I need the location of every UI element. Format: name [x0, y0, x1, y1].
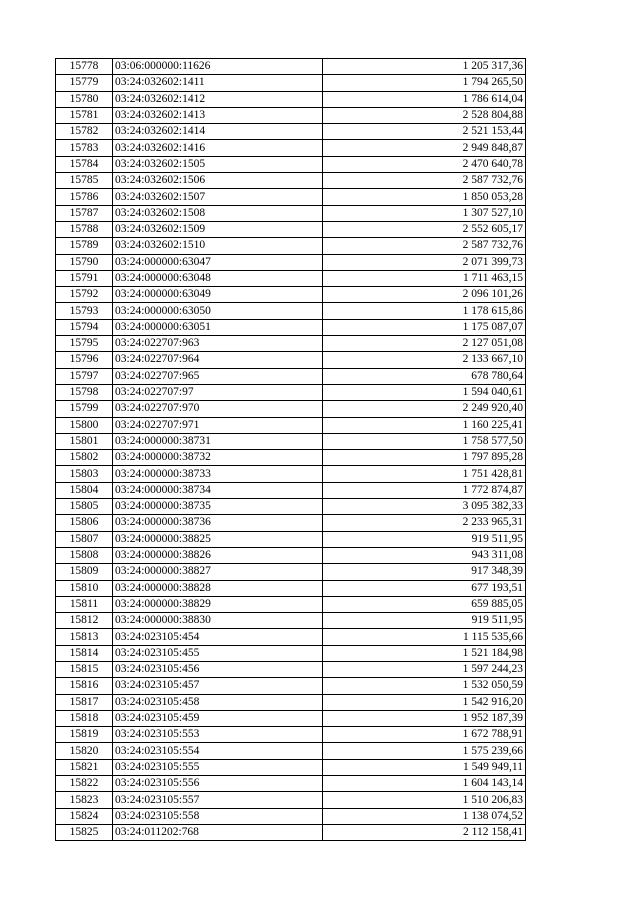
table-row [56, 336, 526, 352]
cadastral-number-cell: 03:24:032602:1412 [113, 91, 323, 107]
cadastral-value-cell: 2 249 920,40 [323, 401, 526, 417]
row-number-cell: 15785 [56, 173, 113, 189]
cadastral-number-cell: 03:24:032602:1507 [113, 189, 323, 205]
cadastral-number-cell: 03:24:022707:971 [113, 417, 323, 433]
row-number-cell: 15799 [56, 401, 113, 417]
row-number-cell: 15816 [56, 678, 113, 694]
table-body [56, 59, 526, 841]
row-number-cell: 15800 [56, 417, 113, 433]
table-row [56, 173, 526, 189]
row-number-cell: 15817 [56, 694, 113, 710]
cadastral-number-cell: 03:24:032602:1505 [113, 156, 323, 172]
row-number-cell: 15806 [56, 515, 113, 531]
row-number-cell: 15782 [56, 124, 113, 140]
table-row [56, 140, 526, 156]
cadastral-value-cell: 1 751 428,81 [323, 466, 526, 482]
table-row [56, 759, 526, 775]
cadastral-number-cell: 03:24:023105:454 [113, 629, 323, 645]
cadastral-number-cell: 03:24:000000:38736 [113, 515, 323, 531]
table-row [56, 499, 526, 515]
row-number-cell: 15798 [56, 384, 113, 400]
row-number-cell: 15792 [56, 287, 113, 303]
cadastral-number-cell: 03:24:023105:458 [113, 694, 323, 710]
cadastral-number-cell: 03:24:032602:1414 [113, 124, 323, 140]
table-row [56, 792, 526, 808]
cadastral-number-cell: 03:24:032602:1411 [113, 75, 323, 91]
cadastral-number-cell: 03:24:011202:768 [113, 824, 323, 840]
table-row [56, 824, 526, 840]
row-number-cell: 15791 [56, 270, 113, 286]
cadastral-value-cell: 1 786 614,04 [323, 91, 526, 107]
table-row [56, 59, 526, 75]
cadastral-number-cell: 03:24:032602:1416 [113, 140, 323, 156]
cadastral-value-cell: 1 672 788,91 [323, 727, 526, 743]
row-number-cell: 15814 [56, 645, 113, 661]
row-number-cell: 15822 [56, 776, 113, 792]
cadastral-number-cell: 03:24:022707:964 [113, 352, 323, 368]
table-row [56, 580, 526, 596]
cadastral-value-cell: 2 587 732,76 [323, 173, 526, 189]
cadastral-value-cell: 2 127 051,08 [323, 336, 526, 352]
table-row [56, 694, 526, 710]
table-row [56, 466, 526, 482]
table-row [56, 596, 526, 612]
table-row [56, 107, 526, 123]
row-number-cell: 15810 [56, 580, 113, 596]
cadastral-value-cell: 1 532 050,59 [323, 678, 526, 694]
cadastral-number-cell: 03:24:000000:38828 [113, 580, 323, 596]
table-row [56, 319, 526, 335]
table-row [56, 776, 526, 792]
table-row [56, 808, 526, 824]
cadastral-value-cell: 1 597 244,23 [323, 661, 526, 677]
row-number-cell: 15786 [56, 189, 113, 205]
table-row [56, 75, 526, 91]
cadastral-number-cell: 03:24:032602:1506 [113, 173, 323, 189]
row-number-cell: 15778 [56, 59, 113, 75]
cadastral-value-cell: 3 095 382,33 [323, 499, 526, 515]
row-number-cell: 15784 [56, 156, 113, 172]
cadastral-value-cell: 2 233 965,31 [323, 515, 526, 531]
cadastral-number-cell: 03:24:022707:97 [113, 384, 323, 400]
cadastral-value-cell: 2 587 732,76 [323, 238, 526, 254]
cadastral-number-cell: 03:24:000000:63048 [113, 270, 323, 286]
cadastral-value-cell: 1 175 087,07 [323, 319, 526, 335]
cadastral-value-cell: 1 138 074,52 [323, 808, 526, 824]
row-number-cell: 15801 [56, 433, 113, 449]
table-row [56, 433, 526, 449]
cadastral-number-cell: 03:24:000000:38827 [113, 564, 323, 580]
cadastral-number-cell: 03:24:023105:558 [113, 808, 323, 824]
cadastral-value-cell: 919 511,95 [323, 531, 526, 547]
cadastral-value-cell: 943 311,08 [323, 547, 526, 563]
cadastral-number-cell: 03:24:023105:557 [113, 792, 323, 808]
table-row [56, 613, 526, 629]
cadastral-value-table [55, 58, 526, 841]
table-row [56, 238, 526, 254]
cadastral-number-cell: 03:24:023105:555 [113, 759, 323, 775]
cadastral-value-cell: 2 071 399,73 [323, 254, 526, 270]
table-row [56, 303, 526, 319]
cadastral-number-cell: 03:24:000000:38733 [113, 466, 323, 482]
cadastral-number-cell: 03:24:032602:1510 [113, 238, 323, 254]
row-number-cell: 15807 [56, 531, 113, 547]
table-row [56, 678, 526, 694]
table-row [56, 710, 526, 726]
table-row [56, 368, 526, 384]
row-number-cell: 15790 [56, 254, 113, 270]
cadastral-value-cell: 1 510 206,83 [323, 792, 526, 808]
table-row [56, 482, 526, 498]
cadastral-value-cell: 1 794 265,50 [323, 75, 526, 91]
table-row [56, 727, 526, 743]
cadastral-number-cell: 03:24:000000:38735 [113, 499, 323, 515]
cadastral-number-cell: 03:24:000000:63050 [113, 303, 323, 319]
cadastral-value-cell: 2 096 101,26 [323, 287, 526, 303]
cadastral-value-cell: 2 521 153,44 [323, 124, 526, 140]
cadastral-value-cell: 1 850 053,28 [323, 189, 526, 205]
table-row [56, 287, 526, 303]
cadastral-value-cell: 677 193,51 [323, 580, 526, 596]
cadastral-number-cell: 03:24:022707:970 [113, 401, 323, 417]
cadastral-number-cell: 03:24:000000:38829 [113, 596, 323, 612]
cadastral-number-cell: 03:24:000000:38825 [113, 531, 323, 547]
row-number-cell: 15793 [56, 303, 113, 319]
row-number-cell: 15824 [56, 808, 113, 824]
cadastral-value-cell: 1 797 895,28 [323, 450, 526, 466]
cadastral-number-cell: 03:24:000000:38830 [113, 613, 323, 629]
row-number-cell: 15811 [56, 596, 113, 612]
row-number-cell: 15821 [56, 759, 113, 775]
cadastral-value-cell: 659 885,05 [323, 596, 526, 612]
cadastral-value-cell: 1 575 239,66 [323, 743, 526, 759]
row-number-cell: 15820 [56, 743, 113, 759]
cadastral-number-cell: 03:24:032602:1509 [113, 221, 323, 237]
cadastral-value-cell: 2 528 804,88 [323, 107, 526, 123]
cadastral-number-cell: 03:24:000000:63049 [113, 287, 323, 303]
table-row [56, 450, 526, 466]
cadastral-number-cell: 03:24:023105:455 [113, 645, 323, 661]
table-row [56, 254, 526, 270]
cadastral-value-cell: 1 711 463,15 [323, 270, 526, 286]
row-number-cell: 15805 [56, 499, 113, 515]
row-number-cell: 15825 [56, 824, 113, 840]
cadastral-value-cell: 2 133 667,10 [323, 352, 526, 368]
cadastral-number-cell: 03:24:000000:38732 [113, 450, 323, 466]
table-row [56, 645, 526, 661]
cadastral-number-cell: 03:24:023105:459 [113, 710, 323, 726]
cadastral-number-cell: 03:24:000000:38731 [113, 433, 323, 449]
cadastral-number-cell: 03:24:032602:1508 [113, 205, 323, 221]
row-number-cell: 15804 [56, 482, 113, 498]
table-row [56, 91, 526, 107]
row-number-cell: 15780 [56, 91, 113, 107]
cadastral-number-cell: 03:24:000000:38826 [113, 547, 323, 563]
row-number-cell: 15787 [56, 205, 113, 221]
row-number-cell: 15796 [56, 352, 113, 368]
table-row [56, 531, 526, 547]
table-row [56, 661, 526, 677]
cadastral-value-cell: 2 470 640,78 [323, 156, 526, 172]
row-number-cell: 15794 [56, 319, 113, 335]
row-number-cell: 15789 [56, 238, 113, 254]
row-number-cell: 15797 [56, 368, 113, 384]
cadastral-number-cell: 03:24:023105:456 [113, 661, 323, 677]
cadastral-number-cell: 03:24:023105:457 [113, 678, 323, 694]
row-number-cell: 15812 [56, 613, 113, 629]
cadastral-value-cell: 1 549 949,11 [323, 759, 526, 775]
cadastral-value-cell: 1 307 527,10 [323, 205, 526, 221]
table-row [56, 564, 526, 580]
cadastral-value-cell: 919 511,95 [323, 613, 526, 629]
cadastral-value-cell: 917 348,39 [323, 564, 526, 580]
cadastral-number-cell: 03:24:022707:963 [113, 336, 323, 352]
row-number-cell: 15809 [56, 564, 113, 580]
cadastral-value-cell: 1 604 143,14 [323, 776, 526, 792]
table-row [56, 205, 526, 221]
row-number-cell: 15781 [56, 107, 113, 123]
cadastral-number-cell: 03:24:023105:556 [113, 776, 323, 792]
cadastral-value-cell: 1 178 615,86 [323, 303, 526, 319]
cadastral-value-cell: 1 772 874,87 [323, 482, 526, 498]
row-number-cell: 15808 [56, 547, 113, 563]
cadastral-value-cell: 1 205 317,36 [323, 59, 526, 75]
cadastral-number-cell: 03:24:000000:63051 [113, 319, 323, 335]
table-row [56, 352, 526, 368]
table-row [56, 156, 526, 172]
cadastral-value-cell: 678 780,64 [323, 368, 526, 384]
row-number-cell: 15818 [56, 710, 113, 726]
table-row [56, 743, 526, 759]
row-number-cell: 15779 [56, 75, 113, 91]
cadastral-value-cell: 1 542 916,20 [323, 694, 526, 710]
cadastral-value-cell: 1 594 040,61 [323, 384, 526, 400]
cadastral-value-cell: 2 112 158,41 [323, 824, 526, 840]
cadastral-number-cell: 03:24:032602:1413 [113, 107, 323, 123]
table-row [56, 417, 526, 433]
cadastral-value-cell: 1 521 184,98 [323, 645, 526, 661]
table-row [56, 384, 526, 400]
row-number-cell: 15788 [56, 221, 113, 237]
table-row [56, 629, 526, 645]
row-number-cell: 15783 [56, 140, 113, 156]
cadastral-number-cell: 03:24:023105:554 [113, 743, 323, 759]
cadastral-value-cell: 1 758 577,50 [323, 433, 526, 449]
row-number-cell: 15815 [56, 661, 113, 677]
table-row [56, 270, 526, 286]
table-row [56, 515, 526, 531]
row-number-cell: 15795 [56, 336, 113, 352]
cadastral-number-cell: 03:24:022707:965 [113, 368, 323, 384]
row-number-cell: 15803 [56, 466, 113, 482]
row-number-cell: 15802 [56, 450, 113, 466]
row-number-cell: 15813 [56, 629, 113, 645]
cadastral-value-cell: 1 160 225,41 [323, 417, 526, 433]
table-row [56, 547, 526, 563]
cadastral-value-cell: 2 552 605,17 [323, 221, 526, 237]
cadastral-number-cell: 03:06:000000:11626 [113, 59, 323, 75]
cadastral-number-cell: 03:24:023105:553 [113, 727, 323, 743]
row-number-cell: 15819 [56, 727, 113, 743]
table-row [56, 124, 526, 140]
cadastral-value-cell: 1 115 535,66 [323, 629, 526, 645]
table-row [56, 401, 526, 417]
cadastral-value-cell: 2 949 848,87 [323, 140, 526, 156]
table-row [56, 189, 526, 205]
row-number-cell: 15823 [56, 792, 113, 808]
table-row [56, 221, 526, 237]
cadastral-value-cell: 1 952 187,39 [323, 710, 526, 726]
cadastral-number-cell: 03:24:000000:38734 [113, 482, 323, 498]
cadastral-number-cell: 03:24:000000:63047 [113, 254, 323, 270]
